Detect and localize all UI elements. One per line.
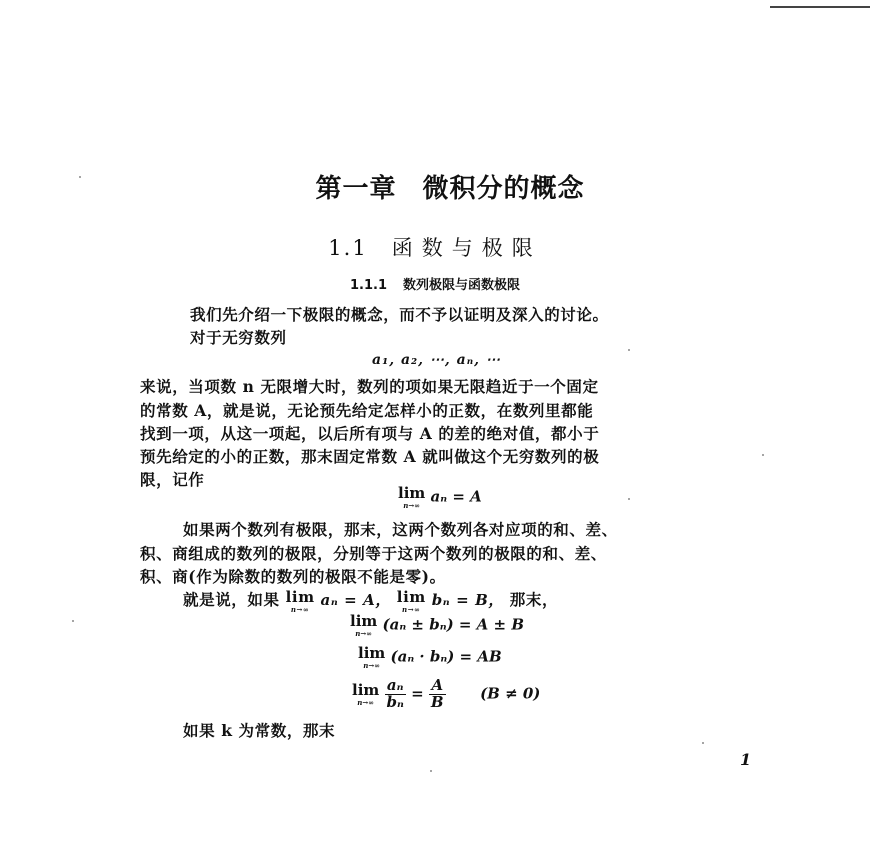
paragraph-line: 积、商(作为除数的数列的极限不能是零)。 [140, 567, 446, 586]
section-number: 1.1 [328, 236, 368, 260]
scan-speck [702, 742, 704, 744]
limit-operator: lim n→∞ [352, 680, 380, 707]
limit-definition-formula [398, 486, 482, 509]
limit-operator: lim n→∞ [285, 587, 315, 614]
paragraph-line: 预先给定的小的正数，那末固定常数 A 就叫做这个无穷数列的极 [140, 447, 600, 466]
section-name: 函数与极限 [391, 236, 542, 260]
paragraph-line: 的常数 A，就是说，无论预先给定怎样小的正数，在数列里都能 [140, 401, 594, 420]
limit-b-expression: bₙ = B， [431, 591, 504, 609]
subsection-name: 数列极限与函数极限 [403, 278, 521, 293]
chapter-title [0, 168, 870, 205]
paragraph-line: 来说，当项数 n 无限增大时，数列的项如果无限趋近于一个固定 [140, 377, 599, 396]
quotient-fraction: $\frac{\text{aₙ}}{\text{bₙ}}$ [386, 676, 404, 711]
product-expression: (aₙ · bₙ) = AB [390, 647, 502, 666]
paragraph-constant: 如果 k 为常数，那末 [183, 721, 336, 740]
conditions-suffix: 那末， [509, 590, 559, 609]
result-fraction: $\frac{A}{B}$ [430, 676, 444, 711]
scan-speck [72, 620, 74, 622]
scan-speck [762, 454, 764, 456]
paragraph-intro: 我们先介绍一下极限的概念，而不予以证明及深入的讨论。 [190, 305, 609, 324]
limit-operator: lim n→∞ [358, 644, 386, 670]
scan-speck [628, 498, 630, 500]
paragraph-line: 积、商组成的数列的极限，分别等于这两个数列的极限的和、差、 [140, 544, 607, 563]
chapter-number: 第一章 [315, 174, 397, 204]
paragraph-line: 限，记作 [140, 470, 205, 489]
equals-sign: = [411, 684, 424, 703]
formula-quotient [352, 678, 540, 711]
conditions-prefix: 就是说，如果 [183, 590, 280, 609]
subsection-number: 1.1.1 [349, 278, 387, 293]
chapter-name: 微积分的概念 [422, 174, 585, 204]
limit-operator: lim n→∞ [398, 484, 426, 510]
scan-speck [430, 770, 432, 772]
limit-operator: lim n→∞ [350, 612, 378, 638]
limit-operator: lim n→∞ [396, 587, 426, 614]
sequence-formula: a₁, a₂, ⋯, aₙ, ⋯ [372, 352, 501, 368]
limit-a-expression: aₙ = A， [320, 591, 391, 609]
paragraph-line: 如果两个数列有极限，那末，这两个数列各对应项的和、差、 [183, 520, 618, 539]
section-title [0, 232, 870, 262]
formula-sum-difference [350, 614, 524, 637]
quotient-condition: (B ≠ 0) [480, 684, 541, 703]
paragraph-conditions [183, 588, 558, 613]
page-number: 1 [740, 750, 752, 769]
formula-product [358, 646, 502, 669]
paragraph-infinite-sequence: 对于无穷数列 [190, 328, 287, 347]
paragraph-line: 找到一项，从这一项起，以后所有项与 A 的差的绝对值，都小于 [140, 424, 600, 443]
limit-expression: aₙ = A [430, 487, 482, 506]
scan-speck [628, 349, 630, 351]
scan-speck [79, 176, 81, 178]
top-edge-rule [770, 6, 870, 8]
sum-expression: (aₙ ± bₙ) = A ± B [382, 615, 525, 634]
subsection-title [0, 274, 870, 293]
